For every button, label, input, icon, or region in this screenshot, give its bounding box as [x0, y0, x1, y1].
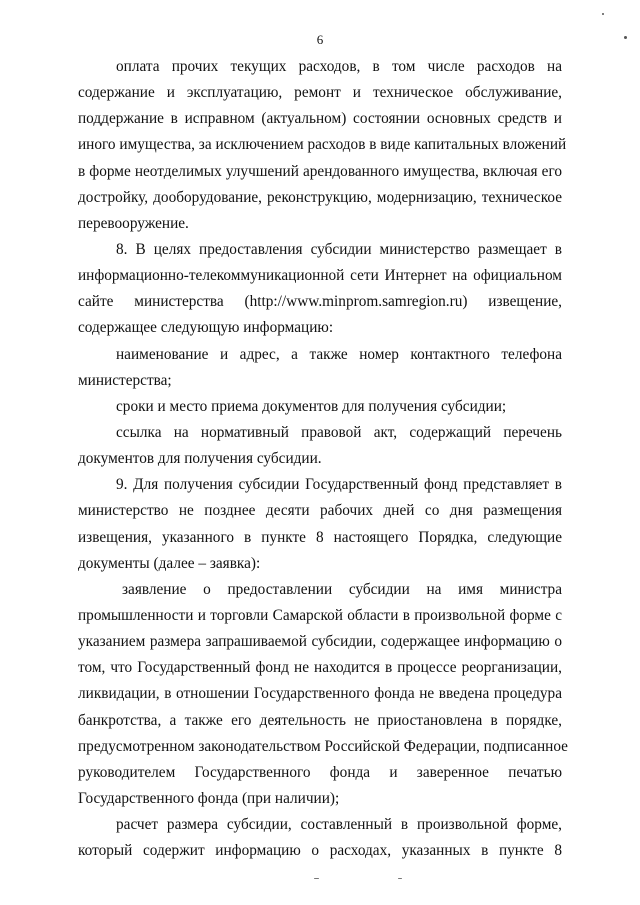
scan-speck — [314, 878, 319, 879]
text-line: содержащее следующую информацию: — [78, 319, 334, 337]
text-line: промышленности и торговли Самарской области в произвольной форме с — [78, 606, 562, 624]
text-line: наименование и адрес, а также номер контактного телефона — [116, 345, 562, 363]
text-line: предусмотренном законодательством Российской Федерации, подписанное — [78, 737, 568, 755]
text-line: ликвидации, в отношении Государственного фонда не введена процедура — [78, 685, 562, 703]
text-line: достройку, дооборудование, реконструкцию, модернизацию, техническое — [78, 188, 562, 206]
text-line: том, что Государственный фонд не находится в процессе реорганизации, — [78, 659, 562, 677]
text-line: 9. Для получения субсидии Государственный фонд представляет в — [116, 476, 562, 494]
text-line: сайте министерства (http://www.minprom.samregion.ru) извещение, — [78, 293, 562, 311]
text-line: 8. В целях предоставления субсидии министерство размещает в — [116, 240, 562, 258]
scan-speck — [602, 13, 604, 15]
text-line: иного имущества, за исключением расходов в виде капитальных вложений — [78, 136, 567, 154]
page-number: 6 — [316, 32, 324, 47]
text-line: документы (далее – заявка): — [78, 554, 261, 572]
text-line: оплата прочих текущих расходов, в том числе расходов на — [116, 58, 562, 75]
text-line: министерства; — [78, 371, 172, 389]
text-line: Государственного фонда (при наличии); — [78, 789, 340, 807]
text-line: расчет размера субсидии, составленный в произвольной форме, — [116, 816, 562, 834]
text-line: указанием размера запрашиваемой субсидии, содержащее информацию о — [78, 633, 562, 651]
scan-speck — [624, 36, 627, 39]
scan-speck — [398, 878, 402, 879]
text-line: информационно-телекоммуникационной сети Интернет на официальном — [78, 267, 562, 285]
document-body — [78, 54, 568, 864]
text-line: сроки и место приема документов для получения субсидии; — [116, 397, 507, 415]
text-line: содержание и эксплуатацию, ремонт и техническое обслуживание, — [78, 84, 562, 102]
text-line: банкротства, а также его деятельность не приостановлена в порядке, — [78, 711, 562, 729]
text-line: документов для получения субсидии. — [78, 450, 322, 468]
text-line: заявление о предоставлении субсидии на имя министра — [122, 580, 562, 598]
text-line: в форме неотделимых улучшений арендованного имущества, включая его — [78, 162, 562, 180]
text-line: поддержание в исправном (актуальном) состоянии основных средств и — [78, 110, 562, 128]
text-line: руководителем Государственного фонда и заверенное печатью — [78, 763, 562, 781]
text-line: министерство не позднее десяти рабочих дней со дня размещения — [78, 502, 562, 520]
text-line: извещения, указанного в пункте 8 настоящего Порядка, следующие — [78, 528, 562, 546]
text-line: перевооружение. — [78, 214, 189, 232]
text-line: который содержит информацию о расходах, указанных в пункте 8 — [78, 842, 562, 860]
text-line: ссылка на нормативный правовой акт, содержащий перечень — [116, 423, 562, 441]
